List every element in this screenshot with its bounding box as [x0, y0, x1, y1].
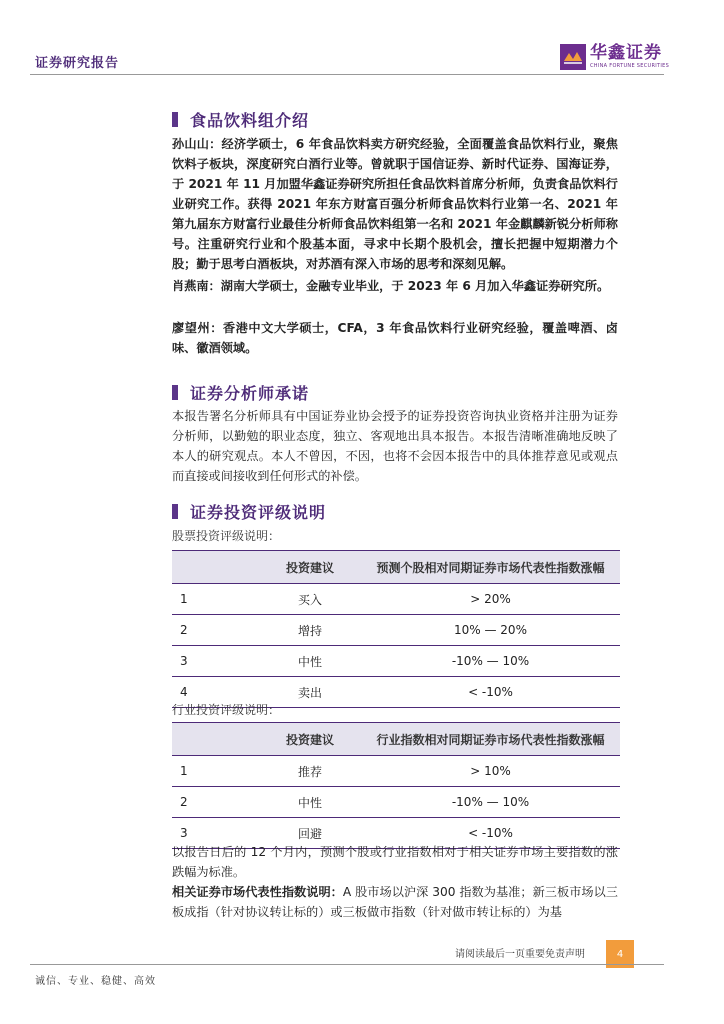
- column-header: 投资建议: [259, 723, 361, 756]
- disclaimer-note: 请阅读最后一页重要免责声明: [455, 949, 585, 960]
- table-cell: > 20%: [361, 584, 620, 615]
- page-number: 4: [606, 940, 634, 968]
- index-description-text: A 股市场以沪深 300 指数为基准；新三板市场以三板成指（针对协议转让标的）或三板做市指数（针对做市转让标的）为基: [172, 885, 618, 919]
- table-row: [172, 646, 620, 677]
- table-cell: 2: [172, 787, 259, 818]
- column-header: [172, 723, 259, 756]
- section-marker: [172, 504, 178, 519]
- table-cell: 1: [172, 756, 259, 787]
- table-cell: < -10%: [361, 677, 620, 708]
- rating-section-title: 证券投资评级说明: [190, 503, 327, 522]
- table-cell: -10% — 10%: [361, 787, 620, 818]
- table-row: [172, 756, 620, 787]
- logo-icon: [560, 44, 586, 70]
- analyst-bio-1: 孙山山：经济学硕士，6 年食品饮料卖方研究经验，全面覆盖食品饮料行业，聚焦饮料子板块，深度研究白酒行业等。曾就职于国信证券、新时代证券、国海证券，于 2021 年 11 月加盟华鑫证券研究所担任食品饮料首席分析师，负责食品饮料行业研究工作。获得 2021 年东方财富百强分析师食品饮料行业第一名、2021 年第九届东方财富行业最佳分析师食品饮料组第一名和 2021 年金麒麟新锐分析师称号。注重研究行业和个股基本面，寻求中长期个股机会，擅长把握中短期潜力个股；勤于思考白酒板块，对苏酒有深入市场的思考和深刻见解。: [172, 137, 618, 271]
- table-cell: 回避: [259, 818, 361, 849]
- section-marker: [172, 385, 178, 400]
- rating-section-heading: [172, 500, 326, 523]
- footer-divider: [30, 964, 664, 965]
- table-cell: 4: [172, 677, 259, 708]
- table-cell: 买入: [259, 584, 361, 615]
- header-divider: [30, 74, 664, 75]
- column-header: 行业指数相对同期证券市场代表性指数涨幅: [361, 723, 620, 756]
- stock-rating-table: [172, 550, 620, 708]
- table-row: [172, 615, 620, 646]
- rating-basis-text: 以报告日后的 12 个月内，预测个股或行业指数相对于相关证券市场主要指数的涨跌幅为标准。: [172, 845, 618, 879]
- commitment-text: 本报告署名分析师具有中国证券业协会授予的证券投资咨询执业资格并注册为证券分析师，以勤勉的职业态度，独立、客观地出具本报告。本报告清晰准确地反映了本人的研究观点。本人不曾因，不因，也将不会因本报告中的具体推荐意见或观点而直接或间接收到任何形式的补偿。: [172, 409, 618, 483]
- analyst-bio-2: 肖燕南：湖南大学硕士，金融专业毕业，于 2023 年 6 月加入华鑫证券研究所。: [172, 279, 610, 293]
- table-cell: 1: [172, 584, 259, 615]
- table-cell: 2: [172, 615, 259, 646]
- table-cell: 中性: [259, 646, 361, 677]
- table-cell: 推荐: [259, 756, 361, 787]
- industry-rating-table: [172, 722, 620, 849]
- table-row: [172, 584, 620, 615]
- stock-rating-label: 股票投资评级说明：: [172, 529, 281, 543]
- team-section-heading: [172, 108, 309, 131]
- table-cell: -10% — 10%: [361, 646, 620, 677]
- footer-motto: 诚信、专业、稳健、高效: [35, 976, 156, 987]
- table-cell: 增持: [259, 615, 361, 646]
- table-header-row: [172, 723, 620, 756]
- table-row: [172, 787, 620, 818]
- column-header: 投资建议: [259, 551, 361, 584]
- analyst-bio-3: 廖望州：香港中文大学硕士，CFA，3 年食品饮料行业研究经验，覆盖啤酒、卤味、徽酒领域。: [172, 321, 618, 355]
- index-description: [172, 882, 618, 922]
- column-header: 预测个股相对同期证券市场代表性指数涨幅: [361, 551, 620, 584]
- commitment-section-heading: [172, 381, 309, 404]
- table-cell: 卖出: [259, 677, 361, 708]
- table-cell: 3: [172, 646, 259, 677]
- table-cell: 10% — 20%: [361, 615, 620, 646]
- index-description-label: 相关证券市场代表性指数说明：: [172, 885, 343, 899]
- column-header: [172, 551, 259, 584]
- logo-name-cn: 华鑫证券: [590, 43, 662, 63]
- report-type-label: 证券研究报告: [35, 56, 120, 71]
- table-cell: > 10%: [361, 756, 620, 787]
- company-logo: [560, 44, 669, 70]
- industry-rating-label: 行业投资评级说明：: [172, 703, 281, 717]
- commitment-section-title: 证券分析师承诺: [190, 384, 310, 403]
- table-header-row: [172, 551, 620, 584]
- logo-name-en: CHINA FORTUNE SECURITIES: [590, 63, 670, 69]
- team-section-title: 食品饮料组介绍: [190, 111, 310, 130]
- section-marker: [172, 112, 178, 127]
- table-cell: 3: [172, 818, 259, 849]
- table-cell: 中性: [259, 787, 361, 818]
- table-cell: < -10%: [361, 818, 620, 849]
